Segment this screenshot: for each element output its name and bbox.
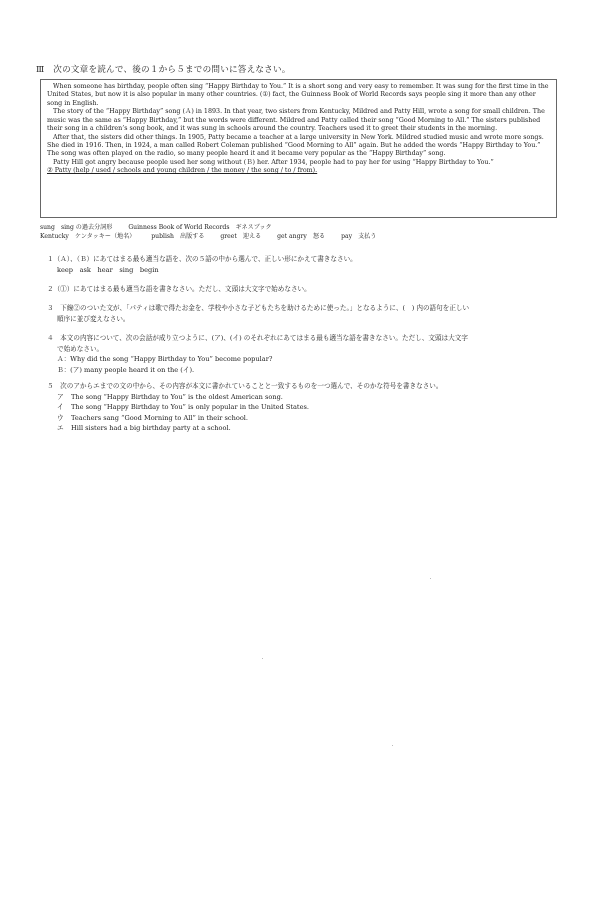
question-1 bbox=[47, 254, 557, 275]
question-2 bbox=[47, 284, 557, 295]
question-4 bbox=[47, 333, 557, 375]
scan-speck bbox=[392, 745, 393, 746]
underlined-sentence-2: ② Patty (help / used / schools and young children / the money / the song / to / from). bbox=[47, 167, 318, 175]
glossary-item: sung sing の過去分詞形 bbox=[40, 224, 113, 231]
glossary-item: greet 迎える bbox=[220, 232, 262, 240]
passage-paragraph-4: Patty Hill got angry because people used her song without (Ｂ) her. After 1934, people had to pay her for using “Happy Birthday to You.” bbox=[53, 158, 494, 166]
question-5 bbox=[47, 381, 557, 434]
question-5-text: ５ 次のアからエまでの文の中から、その内容が本文に書かれていることと一致するものを一つ選んで、そのかな符号を書きなさい。 bbox=[47, 382, 443, 390]
question-1-text: １（Ａ）、（Ｂ）にあてはまる最も適当な語を、次の５語の中から選んで、正しい形にかえて書きなさい。 bbox=[47, 255, 357, 263]
question-1-word-choices: keep ask hear sing begin bbox=[57, 265, 159, 274]
glossary-item: Guinness Book of World Records ギネスブック bbox=[128, 224, 272, 231]
choice-text: Teachers sang “Good Morning to All” in their school. bbox=[71, 413, 248, 422]
question-2-text: ２（①）にあてはまる最も適当な語を書きなさい。ただし、文頭は大文字で始めなさい。 bbox=[47, 285, 311, 293]
glossary-row-2 bbox=[40, 233, 390, 242]
scan-speck bbox=[262, 658, 263, 659]
choice-mark: ア bbox=[57, 392, 64, 401]
choice-mark: エ bbox=[57, 424, 64, 433]
glossary-item: Kentucky ケンタッキー（地名） bbox=[40, 232, 136, 240]
choice-e bbox=[47, 423, 557, 434]
passage-paragraph-2: The story of the “Happy Birthday” song (Ａ) in 1893. In that year, two sisters from Kentucky, Mildred and Patty Hill, wrote a song for small children. The music was the same as “Happy Birthday,” but the words were different. Mildred and Patty called their song “Good Morning to All.” The sisters published their song in a children’s song book, and it was sung in schools around the country. Teachers used it to greet their students in the morning. bbox=[47, 108, 545, 133]
question-4-dialog-b: Ｂ：(ア) many people heard it on the (イ). bbox=[57, 365, 195, 374]
scan-speck bbox=[430, 578, 431, 579]
choice-i bbox=[47, 402, 557, 413]
question-4-line-1: ４ 本文の内容について、次の会話が成り立つように、(ア)、(イ) のそれぞれにあてはまる最も適当な語を書きなさい。ただし、文頭は大文字 bbox=[47, 334, 468, 342]
choice-text: Hill sisters had a big birthday party at a school. bbox=[71, 424, 231, 433]
choice-text: The song “Happy Birthday to You” is only popular in the United States. bbox=[71, 403, 309, 412]
question-3-line-1: ３ 下線②のついた文が、「パティは歌で得たお金を、学校や小さな子どもたちを助けるために使った。」となるように、( ) 内の語句を正しい bbox=[47, 304, 470, 312]
reading-passage-box bbox=[40, 79, 557, 218]
question-3-line-2: 順序に並び変えなさい。 bbox=[57, 314, 130, 323]
glossary-row-1 bbox=[40, 224, 390, 233]
glossary-item: pay 支払う bbox=[341, 232, 377, 240]
passage-paragraph-1: When someone has birthday, people often sing “Happy Birthday to You.” It is a short song and very easy to remember. It was sung for the first time in the United States, but now it is also popular in many other countries. (①) fact, the Guinness Book of World Records says people sing it more than any other song in English. bbox=[47, 83, 549, 107]
question-3 bbox=[47, 303, 557, 324]
passage-underlined-sentence-line bbox=[47, 167, 551, 175]
choice-u bbox=[47, 413, 557, 424]
choice-a bbox=[47, 392, 557, 403]
question-4-line-2: で始めなさい。 bbox=[57, 344, 104, 353]
glossary-item: publish 出版する bbox=[151, 232, 205, 240]
glossary bbox=[40, 224, 390, 242]
passage-paragraph-3: After that, the sisters did other things. In 1905, Patty became a teacher at a large university in New York. Mildred studied music and wrote more songs. She died in 1916. Then, in 1924, a man called Robert Coleman published “Good Morning to All” again. But he added the words “Happy Birthday to You.” The song was often played on the radio, so many people heard it and it became very popular as the “Happy Birthday” song. bbox=[47, 133, 544, 158]
section-title: Ⅲ 次の文章を読んで、後の１から５までの問いに答えなさい。 bbox=[36, 65, 291, 75]
glossary-item: get angry 怒る bbox=[277, 232, 326, 240]
choice-text: The song “Happy Birthday to You” is the oldest American song. bbox=[71, 392, 283, 401]
choice-mark: ウ bbox=[57, 413, 64, 422]
choice-mark: イ bbox=[57, 403, 64, 412]
question-4-dialog-a: Ａ：Why did the song “Happy Birthday to You” become popular? bbox=[57, 355, 273, 364]
